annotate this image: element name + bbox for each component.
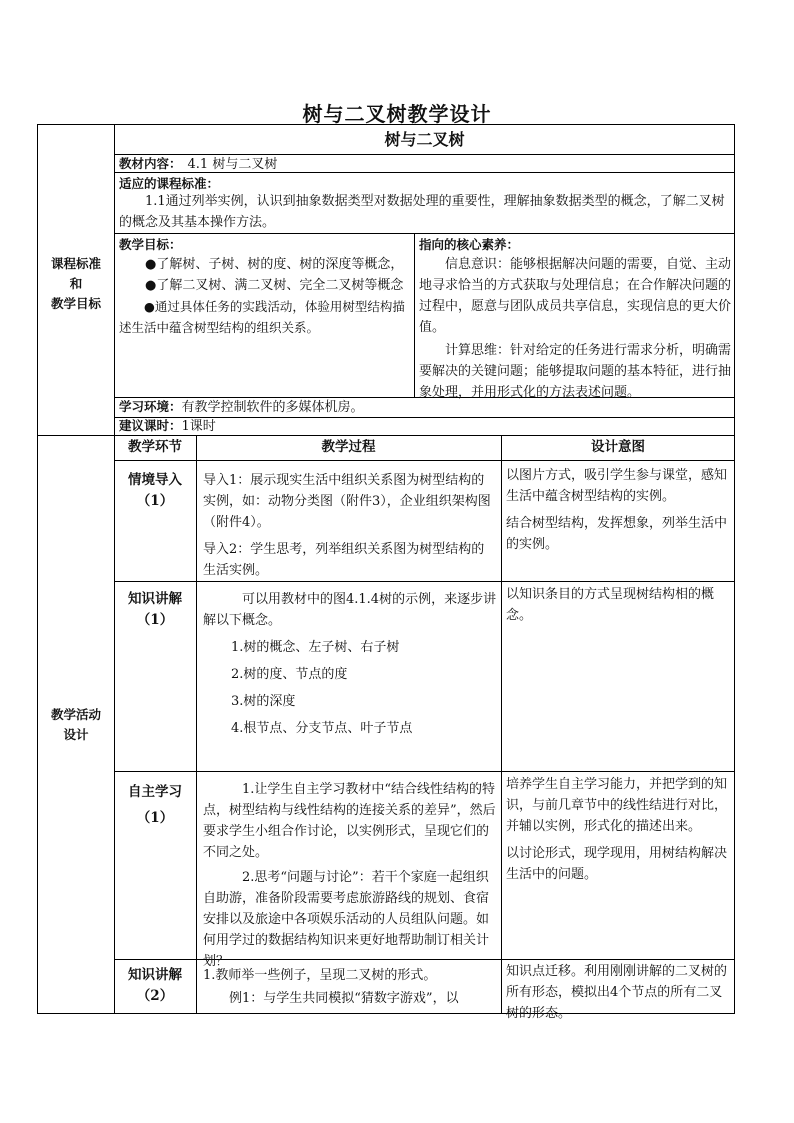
divider [414, 233, 415, 397]
divider [114, 581, 735, 582]
row-label-line: 教学目标 [50, 296, 101, 311]
curriculum-label: 适应的课程标准： [119, 176, 220, 191]
intent-paragraph: 培养学生自主学习能力，并把学到的知识，与前几章节中的线性结进行对比，并辅以实例，形式化的描述出来。 [506, 777, 728, 834]
phase-name [114, 589, 196, 631]
process-paragraph: 可以用教材中的图4.1.4树的示例，来逐步讲解以下概念。 [203, 592, 497, 628]
process-paragraph: 例1：与学生共同模拟“猜数字游戏”，以 [229, 991, 459, 1006]
literacy-label: 指向的核心素养： [419, 237, 520, 252]
row-label-line: 课程标准 [50, 256, 101, 271]
phase-title: 情境导入 [128, 472, 182, 488]
goal-item: ●通过具体任务的实践活动，体验用树型结构描述生活中蕴含树型结构的组织关系。 [119, 299, 405, 335]
header-phase: 教学环节 [128, 439, 182, 455]
header-process: 教学过程 [321, 439, 376, 455]
intent-paragraph: 以知识条目的方式呈现树结构相的概念。 [506, 587, 715, 623]
literacy-item: 计算思维：针对给定的任务进行需求分析，明确需要解决的关键问题；能够提取问题的基本特征，进行抽象处理，并用形式化的方法表述问题。 [419, 343, 732, 400]
phase-title: 知识讲解 [128, 967, 182, 983]
literacy-list [419, 254, 731, 403]
intent-paragraph: 知识点迁移。利用刚刚讲解的二叉树的所有形态，模拟出4个节点的所有二叉树的形态。 [506, 964, 728, 1021]
material-label: 教材内容： [119, 156, 182, 171]
phase-number: （1） [136, 493, 174, 509]
hours-value: 1课时 [181, 419, 216, 434]
phase-name [114, 470, 196, 512]
process-item: 3.树的深度 [231, 694, 296, 709]
goals-list [119, 254, 411, 338]
divider [196, 435, 197, 1013]
phase-intent [506, 961, 732, 1024]
hours-label: 建议课时： [119, 418, 182, 433]
process-paragraph: 导入1：展示现实生活中组织关系图为树型结构的实例，如：动物分类图（附件3），企业组织架构图（附件4）。 [203, 473, 491, 530]
environment-label: 学习环境： [119, 399, 182, 414]
material-value: 4.1 树与二叉树 [187, 157, 278, 172]
phase-number: （2） [136, 988, 174, 1004]
intent-paragraph: 以讨论形式，现学现用，用树结构解决生活中的问题。 [506, 846, 728, 882]
environment-row [119, 397, 364, 418]
row-label-line: 教学活动 [50, 707, 101, 722]
process-item: 2.树的度、节点的度 [231, 667, 348, 682]
goals-label: 教学目标： [119, 237, 182, 252]
intent-paragraph: 以图片方式，吸引学生参与课堂，感知生活中蕴含树型结构的实例。 [506, 468, 728, 504]
phase-intent [506, 465, 732, 555]
phase-process [203, 965, 497, 1009]
divider [114, 460, 735, 461]
phase-number: （1） [136, 612, 174, 628]
environment-value: 有教学控制软件的多媒体机房。 [181, 400, 364, 415]
lesson-title: 树与二叉树 [384, 130, 465, 149]
phase-title: 自主学习 [128, 784, 182, 800]
phase-name [114, 965, 196, 1007]
process-item: 4.根节点、分支节点、叶子节点 [231, 721, 413, 736]
intent-paragraph: 结合树型结构，发挥想象，列举生活中的实例。 [506, 516, 728, 552]
phase-name [114, 779, 196, 831]
goal-item: ●了解二叉树、满二叉树、完全二叉树等概念 [145, 278, 404, 293]
row-label-line: 设计 [63, 727, 89, 742]
literacy-item: 信息意识：能够根据解决问题的需要，自觉、主动地寻求恰当的方式获取与处理信息；在合作解决问题的过程中，愿意与团队成员共享信息，实现信息的更大价值。 [419, 257, 732, 335]
phase-process [203, 470, 497, 581]
process-paragraph: 1.教师举一些例子，呈现二叉树的形式。 [203, 968, 437, 983]
phase-process [203, 589, 497, 739]
row-label-activities [38, 705, 114, 745]
phase-intent [506, 584, 732, 626]
header-intent: 设计意图 [591, 439, 645, 455]
curriculum-text: 1.1通过列举实例，认识到抽象数据类型对数据处理的重要性，理解抽象数据类型的概念，了解二叉树的概念及其基本操作方法。 [119, 194, 725, 230]
divider [114, 125, 115, 1013]
phase-intent [506, 774, 732, 885]
lesson-plan-table [37, 124, 735, 1021]
row-label-standards-goals [38, 254, 114, 314]
hours-row [119, 416, 216, 436]
row-label-line: 和 [69, 276, 83, 291]
process-paragraph: 2.思考“问题与讨论”：若干个家庭一起组织自助游，准备阶段需要考虑旅游路线的规划、食宿安排以及旅途中各项娱乐活动的人员组队问题。如何用学过的数据结构知识来更好地帮助制订相关计划？ [203, 870, 490, 969]
process-paragraph: 1.让学生自主学习教材中“结合线性结构的特点，树型结构与线性结构的连接关系的差异”，然后要求学生小组合作讨论，以实例形式，呈现它们的不同之处。 [203, 782, 496, 860]
divider [114, 771, 735, 772]
phase-process [203, 779, 497, 972]
material-row [119, 153, 277, 175]
phase-number: （1） [136, 810, 174, 826]
document-title: 树与二叉树教学设计 [302, 102, 492, 126]
process-item: 1.树的概念、左子树、右子树 [231, 640, 400, 655]
process-paragraph: 导入2：学生思考，列举组织关系图为树型结构的生活实例。 [203, 542, 485, 578]
goal-item: ●了解树、子树、树的度、树的深度等概念， [145, 257, 404, 272]
divider [501, 435, 502, 1013]
phase-title: 知识讲解 [128, 591, 182, 607]
